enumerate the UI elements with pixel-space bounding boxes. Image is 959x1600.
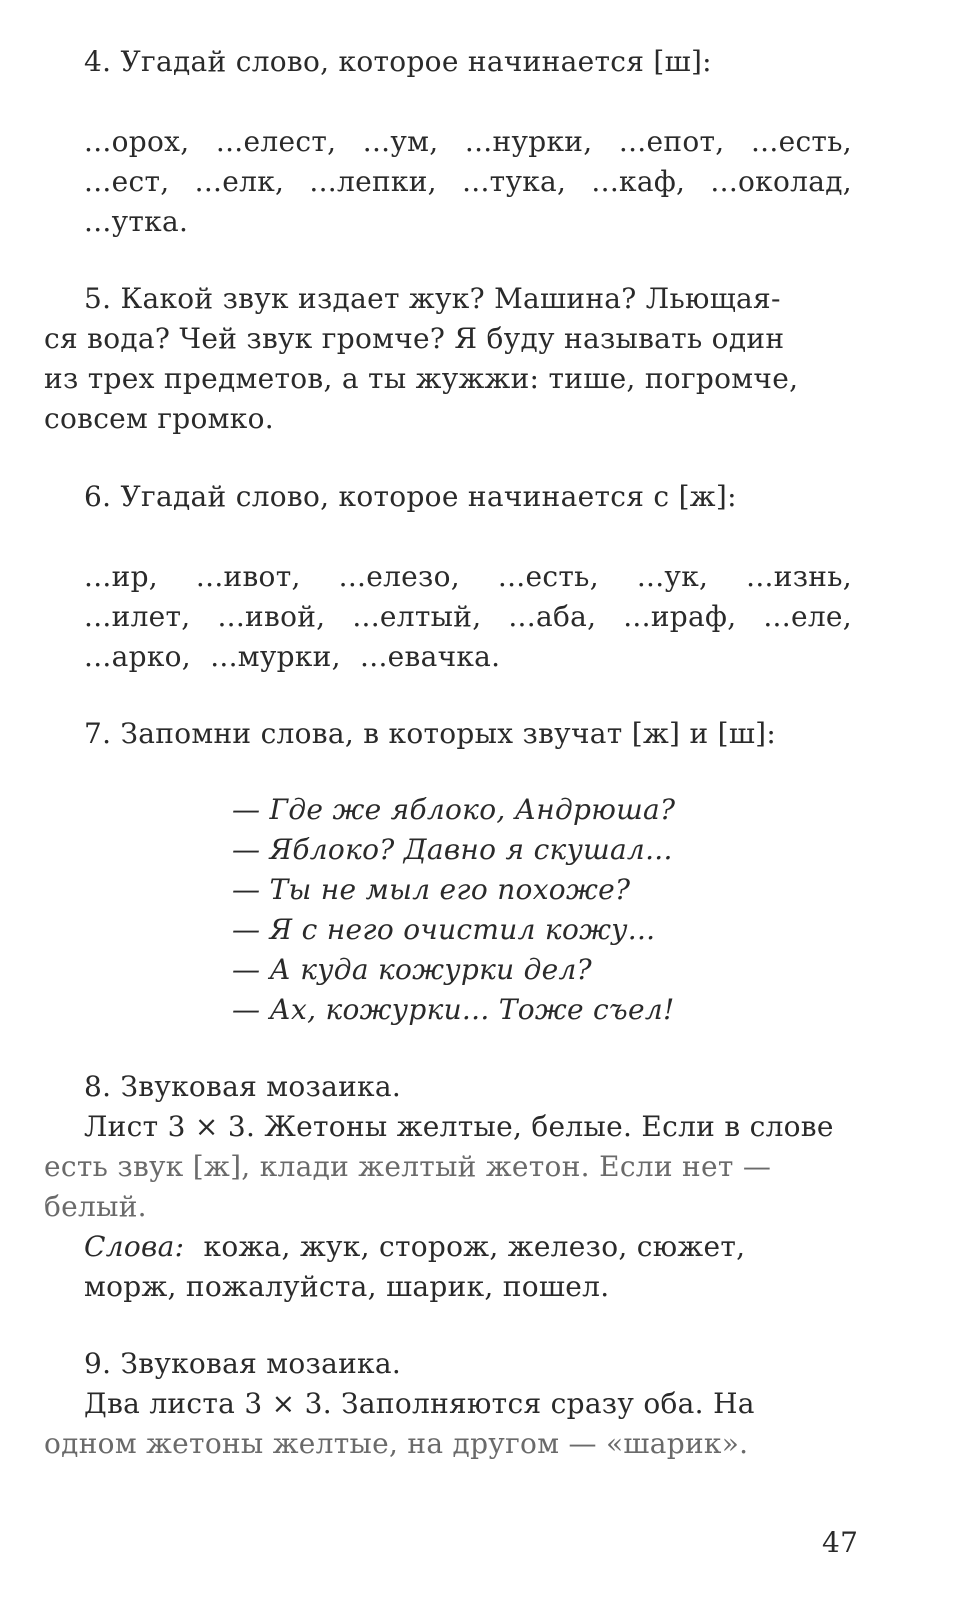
poem-line-2: — Яблоко? Давно я скушал... (232, 833, 673, 866)
word: ...есть, (750, 125, 852, 158)
item-4-line-3: ...утка. (84, 205, 189, 238)
item-9-line-2: одном жетоны желтые, на другом — «шарик». (44, 1427, 749, 1460)
poem-line-3: — Ты не мыл его похоже? (232, 873, 631, 906)
item-5-line-2: ся вода? Чей звук громче? Я буду называть один (44, 322, 785, 355)
word: ...елтый, (352, 600, 482, 633)
word: ...есть, (497, 560, 599, 593)
word: ...ираф, (623, 600, 737, 633)
item-6-line-3 (84, 640, 501, 673)
item-6-line-1 (84, 560, 852, 593)
item-8-line-3: белый. (44, 1190, 147, 1223)
word: ...ир, (84, 560, 158, 593)
word: ...орох, (84, 125, 190, 158)
poem-line-6: — Ах, кожурки... Тоже съел! (232, 993, 675, 1026)
word: ...нурки, (464, 125, 593, 158)
word: ...елезо, (338, 560, 460, 593)
item-9-heading: 9. Звуковая мозаика. (84, 1347, 402, 1380)
word: ...евачка. (360, 640, 501, 673)
item-5-line-1: 5. Какой звук издает жук? Машина? Льющая- (84, 282, 781, 315)
word: ...околад, (710, 165, 852, 198)
item-8-words-line-2: морж, пожалуйста, шарик, пошел. (84, 1270, 610, 1303)
item-4-line-1 (84, 125, 852, 158)
item-9-line-1: Два листа 3 × 3. Заполняются сразу оба. На (84, 1387, 755, 1420)
poem-line-5: — А куда кожурки дел? (232, 953, 592, 986)
item-4-heading: 4. Угадай слово, которое начинается [ш]: (84, 45, 712, 78)
word: ...изнь, (746, 560, 852, 593)
poem-line-1: — Где же яблоко, Андрюша? (232, 793, 676, 826)
word: ...ук, (636, 560, 709, 593)
word: ...каф, (591, 165, 686, 198)
item-7-heading: 7. Запомни слова, в которых звучат [ж] и [ш]: (84, 717, 777, 750)
words-list: кожа, жук, сторож, железо, сюжет, (203, 1230, 746, 1263)
item-4-line-2 (84, 165, 852, 198)
item-8-heading: 8. Звуковая мозаика. (84, 1070, 402, 1103)
word: ...елк, (194, 165, 285, 198)
item-8-words-line-1 (84, 1230, 746, 1263)
item-6-line-2 (84, 600, 852, 633)
word: ...илет, (84, 600, 191, 633)
item-5-line-3: из трех предметов, а ты жужжи: тише, погромче, (44, 362, 799, 395)
word: ...ест, (84, 165, 170, 198)
word: ...елест, (215, 125, 337, 158)
word: ...аба, (508, 600, 597, 633)
item-8-line-1: Лист 3 × 3. Жетоны желтые, белые. Если в слове (84, 1110, 834, 1143)
word: ...мурки, (210, 640, 341, 673)
item-5-line-4: совсем громко. (44, 402, 274, 435)
word: ...арко, (84, 640, 191, 673)
word: ...ивой, (217, 600, 326, 633)
word: ...епот, (618, 125, 725, 158)
word: ...тука, (462, 165, 567, 198)
page-number: 47 (822, 1526, 859, 1559)
word: ...лепки, (309, 165, 437, 198)
item-6-heading: 6. Угадай слово, которое начинается с [ж]: (84, 480, 737, 513)
word: ...ум, (362, 125, 439, 158)
words-label: Слова: (84, 1230, 185, 1263)
item-8-line-2: есть звук [ж], клади желтый жетон. Если нет — (44, 1150, 772, 1183)
word: ...ивот, (195, 560, 301, 593)
word: ...еле, (763, 600, 852, 633)
poem-line-4: — Я с него очистил кожу... (232, 913, 656, 946)
